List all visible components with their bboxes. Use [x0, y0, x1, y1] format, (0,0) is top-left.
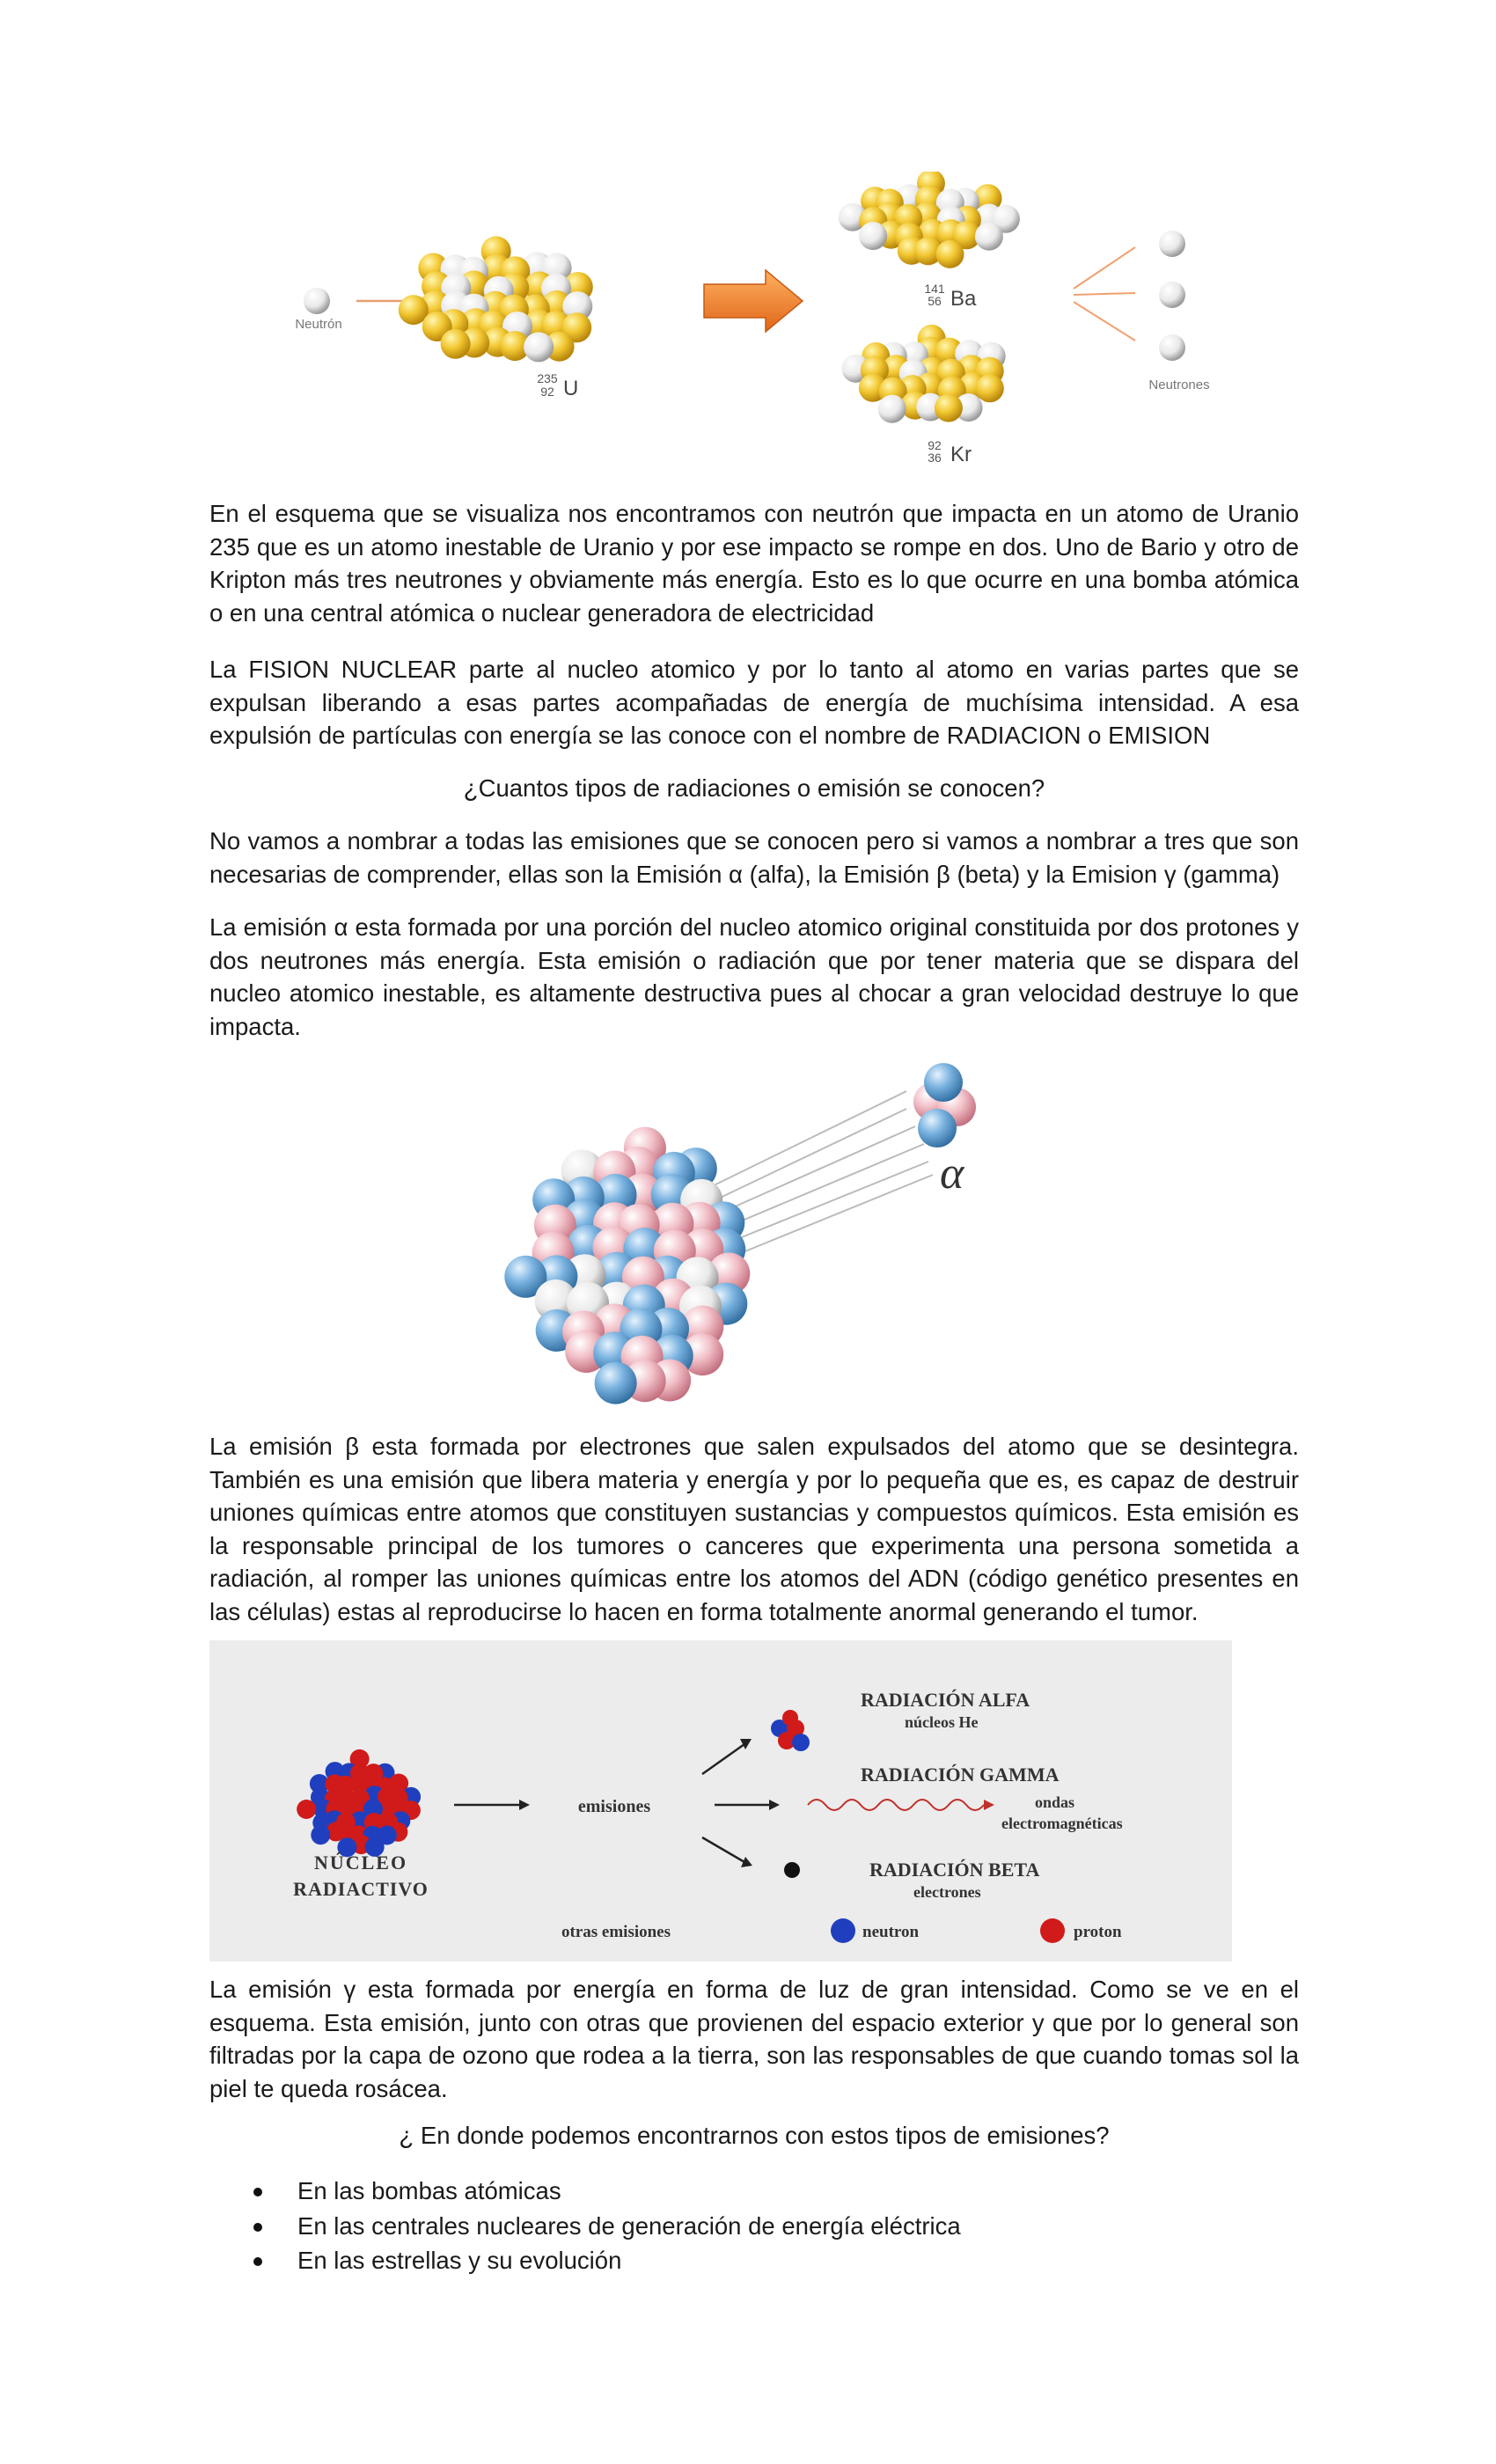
uranium-mass: 235 [537, 371, 558, 385]
beta-title: RADIACIÓN BETA [869, 1859, 1040, 1881]
nucleon [976, 374, 1004, 402]
nucleon [441, 329, 471, 359]
alpha-symbol: α [940, 1148, 964, 1199]
paragraph-alpha-emission: La emisión α esta formada por una porción del nucleo atomico original constituida por dos protones y dos neutrones más energía. Esta emisión o radiación que por tener materia que se dispara del nucleo atomico inestable, es altamente destructiva pues al chocar a gran velocidad destruye lo que impacta. [209, 913, 1299, 1040]
other-emissions-label: otras emisiones [561, 1923, 671, 1941]
barium-mass: 141 [924, 282, 945, 296]
alpha-title: RADIACIÓN ALFA [861, 1689, 1030, 1711]
alpha-emission-diagram [493, 1056, 1021, 1417]
krypton-symbol: Kr [950, 443, 972, 466]
nucleon [859, 222, 887, 250]
question-where-emissions: ¿ En donde podemos encontrarnos con estos tipos de emisiones? [399, 2122, 1110, 2149]
paragraph-gamma-emission: La emisión γ esta formada por energía en forma de luz de gran intensidad. Como se ve en el esquema. Esta emisión, junto con otras que provienen del espacio exterior y que por lo general son filtradas por la capa de ozono que rodea a la tierra, son las responsables de que cuando tomas sol la piel te queda rosácea. [209, 1976, 1299, 2102]
nucleon [297, 1800, 316, 1819]
krypton-nucleus [842, 325, 1006, 423]
proton-legend-icon [1040, 1918, 1065, 1943]
list-item-text: En las estrellas y su evolución [297, 2247, 622, 2274]
emitted-neutron [1159, 282, 1185, 308]
bullet-icon [253, 2223, 262, 2232]
beta-subtitle: electrones [913, 1883, 981, 1901]
radiation-types-diagram [209, 1640, 1232, 1962]
uranium-nucleus [399, 236, 593, 362]
proton-legend-label: proton [1074, 1923, 1122, 1941]
nucleus-label-line1: NÚCLEO [313, 1852, 408, 1874]
paragraph-beta-emission: La emisión β esta formada por electrones que salen expulsados del atomo que se desintegra. También es una emisión que libera materia y energía y por lo pequeña que es, es capaz de destruir uniones químicas entre atomos que constituyen sustancias y compuestos químicos. Esta emisión es la responsable principal de los tumores o canceres que experimenta una persona sometida a radiación, al romper las uniones químicas entre los atomos del ADN (código genético presentes en las células) estas al reproducirse lo hacen en forma totalmente anormal generando el tumor. [209, 1433, 1299, 1625]
fission-arrow [704, 270, 803, 332]
gamma-subtitle2: electromagnéticas [1001, 1815, 1123, 1832]
paragraph-fission-scheme: En el esquema que se visualiza nos encontramos con neutrón que impacta en un atomo de Uranio 235 que es un atomo inestable de Uranio y por ese impacto se rompe en dos. Uno de Bario y otro de Kripton más tres neutrones y obviamente más energía. Esto es lo que ocurre en una bomba atómica o en una central atómica o nuclear generadora de electricidad [209, 500, 1299, 627]
list-item [209, 2243, 1299, 2278]
gamma-title: RADIACIÓN GAMMA [861, 1764, 1060, 1786]
neutron-label: Neutrón [295, 317, 342, 332]
list-item [209, 2209, 1299, 2244]
nucleon [936, 240, 964, 268]
uranium-symbol: U [563, 377, 579, 400]
gamma-subtitle1: ondas [1035, 1793, 1075, 1811]
emitted-neutron-arrows [1074, 247, 1135, 341]
electron-icon [784, 1862, 800, 1878]
neutron-legend-label: neutron [862, 1923, 920, 1941]
incoming-neutron [304, 288, 330, 314]
krypton-mass: 92 [928, 438, 942, 452]
barium-nucleus [839, 172, 1020, 268]
nucleon [311, 1825, 330, 1844]
nucleus-label-line2: RADIACTIVO [293, 1878, 429, 1900]
emissions-label: emisiones [577, 1797, 651, 1816]
neutron-legend-icon [831, 1918, 855, 1943]
nucleon [595, 1362, 637, 1404]
nucleon [524, 332, 554, 362]
list-item [209, 2174, 1299, 2209]
nucleon [935, 394, 963, 422]
paragraph-three-emissions: No vamos a nombrar a todas las emisiones que se conocen pero si vamos a nombrar a tres que son necesarias de comprender, ellas son la Emisión α (alfa), la Emisión β (beta) y la Emision γ (gamma) [209, 827, 1299, 888]
nucleon [975, 223, 1003, 251]
question-radiation-types: ¿Cuantos tipos de radiaciones o emisión se conocen? [463, 774, 1045, 802]
alpha-subtitle: núcleos He [905, 1713, 979, 1731]
alpha-particle [913, 1063, 976, 1148]
barium-number: 56 [928, 294, 942, 308]
large-nucleus [504, 1127, 750, 1404]
barium-symbol: Ba [950, 287, 977, 311]
bullet-icon [253, 2188, 262, 2196]
emitted-neutron [1159, 334, 1185, 361]
nucleon [878, 395, 906, 423]
paragraph-nuclear-fission: La FISION NUCLEAR parte al nucleo atomico y por lo tanto al atomo en varias partes que se expulsan liberando a esas partes acompañadas de energía de muchísima intensidad. A esa expulsión de partículas con energía se las conoce con el nombre de RADIACION o EMISION [209, 656, 1299, 749]
fission-diagram [255, 172, 1250, 475]
neutrons-label: Neutrones [1148, 378, 1210, 392]
list-item-text: En las bombas atómicas [297, 2177, 561, 2204]
emission-sources-list [209, 2174, 1299, 2278]
krypton-number: 36 [928, 451, 942, 465]
bullet-icon [253, 2257, 262, 2266]
list-item-text: En las centrales nucleares de generación de energía eléctrica [297, 2211, 961, 2240]
emitted-neutron [1159, 231, 1185, 257]
uranium-number: 92 [540, 385, 554, 399]
